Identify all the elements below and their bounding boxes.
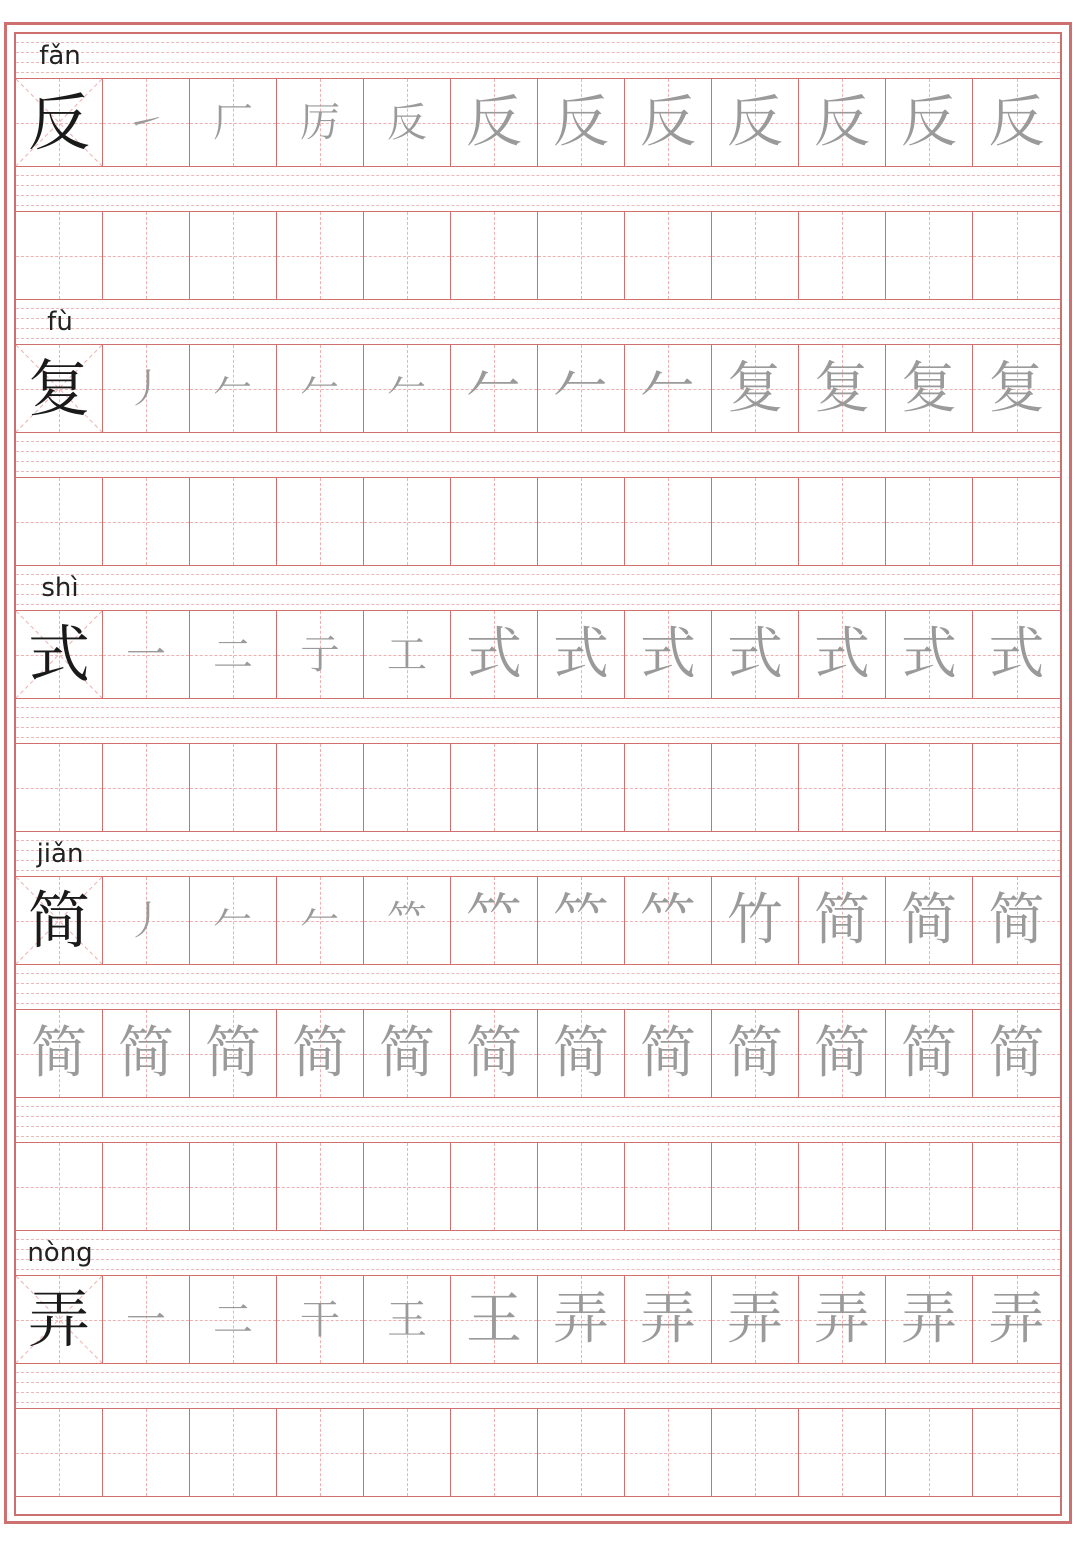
trace-character: 反 — [814, 89, 870, 155]
trace-character: 𠂉 — [300, 897, 340, 944]
trace-character: 𥫗 — [640, 887, 696, 953]
practice-cell[interactable] — [799, 1276, 886, 1363]
practice-cell[interactable] — [973, 345, 1060, 432]
stroke-order-row — [16, 1275, 1060, 1364]
trace-character: 弄 — [814, 1286, 870, 1352]
practice-cell[interactable] — [277, 212, 364, 299]
practice-cell[interactable] — [799, 1143, 886, 1230]
practice-cell[interactable] — [277, 744, 364, 831]
practice-cell[interactable] — [364, 345, 451, 432]
practice-cell[interactable] — [277, 1010, 364, 1097]
trace-character: 式 — [727, 621, 783, 687]
practice-cell[interactable] — [712, 212, 799, 299]
pinyin-label: nòng — [27, 1238, 93, 1268]
practice-cell[interactable] — [16, 79, 103, 166]
pinyin-band — [16, 167, 1060, 211]
practice-cell[interactable] — [625, 1409, 712, 1496]
trace-character: 二 — [213, 631, 253, 678]
trace-character: 反 — [988, 89, 1045, 155]
practice-cell[interactable] — [799, 611, 886, 698]
pinyin-label: shì — [41, 573, 79, 603]
practice-cell[interactable] — [799, 1409, 886, 1496]
practice-cell[interactable] — [103, 1409, 190, 1496]
trace-character: 厉 — [300, 99, 340, 146]
trace-character: 工 — [387, 631, 427, 678]
stroke-order-row — [16, 610, 1060, 699]
trace-row — [16, 1009, 1060, 1098]
practice-cell[interactable] — [190, 611, 277, 698]
blank-practice-row — [16, 743, 1060, 832]
practice-cell[interactable] — [538, 478, 625, 565]
practice-cell[interactable] — [712, 744, 799, 831]
practice-cell[interactable] — [190, 79, 277, 166]
practice-cell[interactable] — [973, 79, 1060, 166]
practice-cell[interactable] — [625, 1143, 712, 1230]
practice-cell[interactable] — [625, 611, 712, 698]
trace-character: 𥫗 — [387, 897, 427, 944]
trace-character: 竹 — [727, 887, 783, 953]
trace-character: 简 — [901, 1020, 957, 1086]
trace-character: 𠂉 — [213, 897, 253, 944]
trace-character: 式 — [988, 621, 1045, 687]
trace-character: 复 — [814, 355, 870, 421]
practice-cell[interactable] — [16, 478, 103, 565]
practice-cell[interactable] — [712, 1143, 799, 1230]
trace-character: 𥫗 — [466, 887, 522, 953]
trace-character: 复 — [988, 355, 1045, 421]
pinyin-band — [16, 300, 1060, 344]
practice-cell[interactable] — [451, 478, 538, 565]
pinyin-label: fù — [47, 307, 73, 337]
practice-cell[interactable] — [973, 744, 1060, 831]
pinyin-band — [16, 832, 1060, 876]
practice-cell[interactable] — [103, 877, 190, 964]
practice-cell[interactable] — [451, 877, 538, 964]
practice-cell[interactable] — [799, 345, 886, 432]
practice-cell[interactable] — [364, 79, 451, 166]
practice-cell[interactable] — [625, 345, 712, 432]
practice-cell[interactable] — [364, 212, 451, 299]
stroke-order-row — [16, 876, 1060, 965]
trace-character: 简 — [466, 1020, 522, 1086]
practice-cell[interactable] — [799, 212, 886, 299]
practice-cell[interactable] — [277, 611, 364, 698]
trace-character: 𥫗 — [553, 887, 609, 953]
practice-cell[interactable] — [16, 1010, 103, 1097]
practice-cell[interactable] — [16, 212, 103, 299]
practice-cell[interactable] — [190, 744, 277, 831]
trace-character: 简 — [814, 1020, 870, 1086]
practice-cell[interactable] — [712, 345, 799, 432]
model-character: 弄 — [27, 1282, 90, 1356]
trace-character: 式 — [466, 621, 522, 687]
practice-cell[interactable] — [16, 1143, 103, 1230]
practice-cell[interactable] — [103, 1010, 190, 1097]
practice-cell[interactable] — [190, 1409, 277, 1496]
practice-cell[interactable] — [886, 1409, 973, 1496]
practice-cell[interactable] — [451, 1010, 538, 1097]
practice-cell[interactable] — [886, 1276, 973, 1363]
practice-cell[interactable] — [712, 877, 799, 964]
practice-cell[interactable] — [364, 744, 451, 831]
blank-practice-row — [16, 477, 1060, 566]
practice-cell[interactable] — [364, 1010, 451, 1097]
trace-character: 二 — [213, 1296, 253, 1343]
practice-cell[interactable] — [712, 79, 799, 166]
trace-character: 反 — [727, 89, 783, 155]
pinyin-band — [16, 1364, 1060, 1408]
trace-character: 𠂉 — [466, 355, 522, 421]
practice-cell[interactable] — [16, 345, 103, 432]
practice-cell[interactable] — [625, 877, 712, 964]
trace-character: 简 — [988, 887, 1045, 953]
practice-cell[interactable] — [538, 212, 625, 299]
trace-character: ㇀ — [126, 99, 166, 146]
blank-practice-row — [16, 1408, 1060, 1497]
trace-character: 厂 — [213, 99, 253, 146]
practice-cell[interactable] — [799, 79, 886, 166]
practice-cell[interactable] — [364, 1276, 451, 1363]
practice-cell[interactable] — [277, 79, 364, 166]
trace-character: 简 — [727, 1020, 783, 1086]
practice-cell[interactable] — [190, 1143, 277, 1230]
trace-character: 反 — [466, 89, 522, 155]
practice-cell[interactable] — [103, 1276, 190, 1363]
trace-character: 简 — [814, 887, 870, 953]
practice-cell[interactable] — [190, 877, 277, 964]
trace-character: 𠂉 — [387, 365, 427, 412]
practice-cell[interactable] — [16, 611, 103, 698]
practice-cell[interactable] — [799, 478, 886, 565]
practice-cell[interactable] — [712, 1276, 799, 1363]
trace-character: 弄 — [727, 1286, 783, 1352]
practice-cell[interactable] — [277, 1409, 364, 1496]
trace-character: 干 — [300, 1296, 340, 1343]
pinyin-band — [16, 1231, 1060, 1275]
practice-cell[interactable] — [538, 79, 625, 166]
practice-cell[interactable] — [538, 1409, 625, 1496]
practice-cell[interactable] — [886, 877, 973, 964]
trace-character: 式 — [814, 621, 870, 687]
trace-character: 𠂉 — [213, 365, 253, 412]
pinyin-band — [16, 1098, 1060, 1142]
trace-character: 简 — [553, 1020, 609, 1086]
stroke-order-row — [16, 78, 1060, 167]
trace-character: 𠂉 — [553, 355, 609, 421]
practice-cell[interactable] — [538, 1010, 625, 1097]
practice-cell[interactable] — [190, 345, 277, 432]
practice-cell[interactable] — [364, 1409, 451, 1496]
pinyin-band — [16, 965, 1060, 1009]
practice-cell[interactable] — [451, 611, 538, 698]
practice-cell[interactable] — [364, 1143, 451, 1230]
trace-character: 反 — [387, 99, 427, 146]
practice-cell[interactable] — [451, 1143, 538, 1230]
practice-cell[interactable] — [886, 345, 973, 432]
practice-cell[interactable] — [712, 1010, 799, 1097]
practice-cell[interactable] — [886, 611, 973, 698]
practice-cell[interactable] — [973, 611, 1060, 698]
practice-cell[interactable] — [364, 611, 451, 698]
practice-cell[interactable] — [538, 345, 625, 432]
blank-practice-row — [16, 1142, 1060, 1231]
practice-cell[interactable] — [973, 877, 1060, 964]
practice-cell[interactable] — [886, 79, 973, 166]
trace-character: 𠂉 — [640, 355, 696, 421]
practice-cell[interactable] — [886, 478, 973, 565]
trace-character: 简 — [988, 1020, 1045, 1086]
trace-character: 式 — [640, 621, 696, 687]
practice-cell[interactable] — [364, 877, 451, 964]
practice-cell[interactable] — [973, 478, 1060, 565]
practice-cell[interactable] — [799, 1010, 886, 1097]
practice-cell[interactable] — [451, 212, 538, 299]
practice-cell[interactable] — [103, 212, 190, 299]
practice-cell[interactable] — [886, 1143, 973, 1230]
pinyin-band — [16, 433, 1060, 477]
pinyin-band — [16, 34, 1060, 78]
practice-cell[interactable] — [103, 79, 190, 166]
practice-cell[interactable] — [277, 345, 364, 432]
practice-cell[interactable] — [625, 478, 712, 565]
trace-character: 简 — [901, 887, 957, 953]
pinyin-band — [16, 566, 1060, 610]
practice-cell[interactable] — [277, 1143, 364, 1230]
practice-cell[interactable] — [103, 345, 190, 432]
stroke-order-row — [16, 344, 1060, 433]
practice-cell[interactable] — [190, 478, 277, 565]
trace-character: 丿 — [126, 897, 166, 944]
practice-cell[interactable] — [538, 611, 625, 698]
pinyin-label: jiǎn — [36, 839, 84, 869]
trace-character: 一 — [126, 1296, 166, 1343]
practice-cell[interactable] — [712, 1409, 799, 1496]
trace-character: 弄 — [901, 1286, 957, 1352]
practice-cell[interactable] — [625, 1010, 712, 1097]
trace-character: 弄 — [988, 1286, 1045, 1352]
practice-cell[interactable] — [886, 744, 973, 831]
trace-character: 反 — [553, 89, 609, 155]
practice-cell[interactable] — [538, 1276, 625, 1363]
practice-cell[interactable] — [538, 877, 625, 964]
trace-character: 丿 — [126, 365, 166, 412]
practice-cell[interactable] — [886, 212, 973, 299]
trace-character: 简 — [379, 1020, 435, 1086]
practice-cell[interactable] — [451, 1409, 538, 1496]
practice-cell[interactable] — [16, 744, 103, 831]
practice-cell[interactable] — [973, 1010, 1060, 1097]
practice-cell[interactable] — [190, 1276, 277, 1363]
trace-character: 亍 — [300, 631, 340, 678]
practice-cell[interactable] — [799, 877, 886, 964]
trace-character: 简 — [292, 1020, 348, 1086]
practice-cell[interactable] — [277, 1276, 364, 1363]
practice-cell[interactable] — [712, 478, 799, 565]
trace-character: 反 — [901, 89, 957, 155]
practice-cell[interactable] — [973, 1143, 1060, 1230]
model-character: 式 — [27, 617, 90, 691]
practice-cell[interactable] — [277, 877, 364, 964]
practice-cell[interactable] — [886, 1010, 973, 1097]
trace-character: 简 — [205, 1020, 261, 1086]
blank-practice-row — [16, 211, 1060, 300]
practice-cell[interactable] — [712, 611, 799, 698]
practice-cell[interactable] — [16, 877, 103, 964]
trace-character: 王 — [466, 1286, 522, 1352]
model-character: 复 — [27, 351, 90, 425]
practice-cell[interactable] — [538, 744, 625, 831]
pinyin-label: fǎn — [39, 41, 81, 71]
practice-cell[interactable] — [103, 611, 190, 698]
trace-character: 反 — [640, 89, 696, 155]
practice-cell[interactable] — [277, 478, 364, 565]
practice-cell[interactable] — [364, 478, 451, 565]
trace-character: 复 — [727, 355, 783, 421]
practice-cell[interactable] — [625, 1276, 712, 1363]
pinyin-band — [16, 699, 1060, 743]
trace-character: 简 — [118, 1020, 174, 1086]
practice-cell[interactable] — [538, 1143, 625, 1230]
trace-character: 简 — [31, 1020, 87, 1086]
practice-cell[interactable] — [451, 744, 538, 831]
practice-cell[interactable] — [190, 1010, 277, 1097]
model-character: 简 — [27, 883, 90, 957]
practice-cell[interactable] — [973, 212, 1060, 299]
trace-character: 式 — [901, 621, 957, 687]
practice-cell[interactable] — [103, 744, 190, 831]
trace-character: 复 — [901, 355, 957, 421]
trace-character: 式 — [553, 621, 609, 687]
practice-cell[interactable] — [625, 79, 712, 166]
model-character: 反 — [27, 85, 90, 159]
practice-cell[interactable] — [973, 1276, 1060, 1363]
practice-cell[interactable] — [973, 1409, 1060, 1496]
trace-character: 𠂉 — [300, 365, 340, 412]
practice-cell[interactable] — [451, 79, 538, 166]
trace-character: 简 — [640, 1020, 696, 1086]
practice-cell[interactable] — [16, 1276, 103, 1363]
practice-cell[interactable] — [451, 1276, 538, 1363]
trace-character: 弄 — [640, 1286, 696, 1352]
practice-cell[interactable] — [16, 1409, 103, 1496]
trace-character: 弄 — [553, 1286, 609, 1352]
practice-cell[interactable] — [190, 212, 277, 299]
practice-cell[interactable] — [799, 744, 886, 831]
practice-cell[interactable] — [625, 212, 712, 299]
practice-cell[interactable] — [103, 478, 190, 565]
trace-character: 一 — [126, 631, 166, 678]
practice-cell[interactable] — [625, 744, 712, 831]
practice-cell[interactable] — [103, 1143, 190, 1230]
trace-character: 王 — [387, 1296, 427, 1343]
practice-cell[interactable] — [451, 345, 538, 432]
